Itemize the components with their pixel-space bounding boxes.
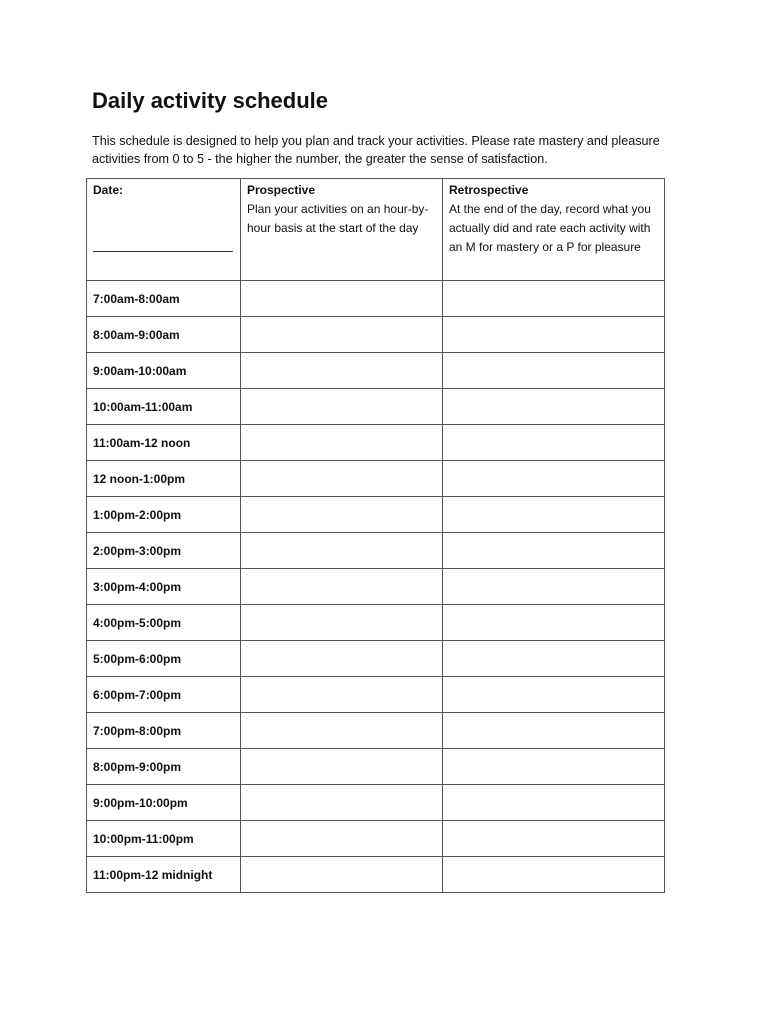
table-row [87, 281, 665, 317]
time-slot-label: 9:00am-10:00am [93, 363, 187, 378]
prospective-entry-cell[interactable] [241, 857, 443, 893]
retrospective-entry-cell[interactable] [443, 641, 665, 677]
time-slot-cell [87, 353, 241, 389]
time-slot-cell [87, 461, 241, 497]
time-slot-label: 1:00pm-2:00pm [93, 507, 182, 522]
prospective-entry-cell[interactable] [241, 281, 443, 317]
retrospective-entry-cell[interactable] [443, 533, 665, 569]
schedule-table [86, 178, 665, 893]
prospective-entry-cell[interactable] [241, 641, 443, 677]
time-slot-label: 12 noon-1:00pm [93, 471, 186, 486]
prospective-entry-cell[interactable] [241, 497, 443, 533]
time-slot-cell [87, 641, 241, 677]
table-row [87, 749, 665, 785]
retrospective-entry-cell[interactable] [443, 317, 665, 353]
table-row [87, 389, 665, 425]
time-slot-cell [87, 389, 241, 425]
retrospective-entry-cell[interactable] [443, 389, 665, 425]
table-row [87, 713, 665, 749]
retrospective-entry-cell[interactable] [443, 281, 665, 317]
page-title: Daily activity schedule [92, 88, 328, 113]
time-slot-label: 2:00pm-3:00pm [93, 543, 182, 558]
table-row [87, 317, 665, 353]
table-row [87, 497, 665, 533]
prospective-entry-cell[interactable] [241, 533, 443, 569]
table-row [87, 605, 665, 641]
time-slot-label: 11:00pm-12 midnight [93, 867, 213, 882]
retrospective-entry-cell[interactable] [443, 497, 665, 533]
date-label: Date: [93, 183, 124, 197]
prospective-entry-cell[interactable] [241, 713, 443, 749]
date-entry-line[interactable] [93, 251, 233, 252]
retrospective-entry-cell[interactable] [443, 713, 665, 749]
time-slot-label: 4:00pm-5:00pm [93, 615, 182, 630]
prospective-entry-cell[interactable] [241, 317, 443, 353]
table-row [87, 641, 665, 677]
prospective-entry-cell[interactable] [241, 389, 443, 425]
time-slot-cell [87, 857, 241, 893]
retrospective-header-cell [443, 179, 665, 281]
prospective-entry-cell[interactable] [241, 569, 443, 605]
time-slot-cell [87, 713, 241, 749]
date-cell [87, 179, 241, 281]
retrospective-entry-cell[interactable] [443, 425, 665, 461]
time-slot-cell [87, 317, 241, 353]
retrospective-entry-cell[interactable] [443, 749, 665, 785]
time-slot-cell [87, 605, 241, 641]
retrospective-entry-cell[interactable] [443, 677, 665, 713]
table-row [87, 461, 665, 497]
prospective-entry-cell[interactable] [241, 785, 443, 821]
prospective-entry-cell[interactable] [241, 677, 443, 713]
prospective-entry-cell[interactable] [241, 821, 443, 857]
prospective-title: Prospective [247, 183, 316, 197]
time-slot-label: 7:00am-8:00am [93, 291, 180, 306]
time-slot-label: 10:00pm-11:00pm [93, 831, 194, 846]
prospective-entry-cell[interactable] [241, 353, 443, 389]
prospective-header-cell [241, 179, 443, 281]
table-row [87, 425, 665, 461]
time-slot-cell [87, 569, 241, 605]
retrospective-description: At the end of the day, record what you actually did and rate each activity with an M for mastery or a P for pleasure [449, 202, 651, 254]
retrospective-entry-cell[interactable] [443, 857, 665, 893]
retrospective-entry-cell[interactable] [443, 605, 665, 641]
retrospective-title: Retrospective [449, 183, 529, 197]
prospective-description: Plan your activities on an hour-by-hour basis at the start of the day [247, 202, 429, 235]
time-slot-cell [87, 749, 241, 785]
time-slot-label: 7:00pm-8:00pm [93, 723, 182, 738]
table-row [87, 857, 665, 893]
intro-paragraph: This schedule is designed to help you plan and track your activities. Please rate mastery and pleasure activities from 0 to 5 - the higher the number, the greater the sense of satisfaction. [92, 134, 660, 166]
time-slot-label: 10:00am-11:00am [93, 399, 193, 414]
retrospective-entry-cell[interactable] [443, 821, 665, 857]
time-slot-label: 3:00pm-4:00pm [93, 579, 182, 594]
time-slot-cell [87, 677, 241, 713]
table-row [87, 353, 665, 389]
retrospective-entry-cell[interactable] [443, 785, 665, 821]
time-slot-cell [87, 533, 241, 569]
time-slot-label: 8:00pm-9:00pm [93, 759, 182, 774]
time-slot-cell [87, 281, 241, 317]
table-row [87, 821, 665, 857]
time-slot-label: 9:00pm-10:00pm [93, 795, 188, 810]
prospective-entry-cell[interactable] [241, 749, 443, 785]
time-slot-label: 8:00am-9:00am [93, 327, 180, 342]
time-slot-cell [87, 497, 241, 533]
retrospective-entry-cell[interactable] [443, 353, 665, 389]
prospective-entry-cell[interactable] [241, 461, 443, 497]
retrospective-entry-cell[interactable] [443, 569, 665, 605]
table-row [87, 569, 665, 605]
time-slot-cell [87, 785, 241, 821]
time-slot-label: 11:00am-12 noon [93, 435, 191, 450]
table-row [87, 677, 665, 713]
table-row [87, 785, 665, 821]
prospective-entry-cell[interactable] [241, 605, 443, 641]
time-slot-cell [87, 821, 241, 857]
prospective-entry-cell[interactable] [241, 425, 443, 461]
retrospective-entry-cell[interactable] [443, 461, 665, 497]
time-slot-label: 6:00pm-7:00pm [93, 687, 182, 702]
table-row [87, 533, 665, 569]
time-slot-label: 5:00pm-6:00pm [93, 651, 182, 666]
time-slot-cell [87, 425, 241, 461]
table-header-row [87, 179, 665, 281]
